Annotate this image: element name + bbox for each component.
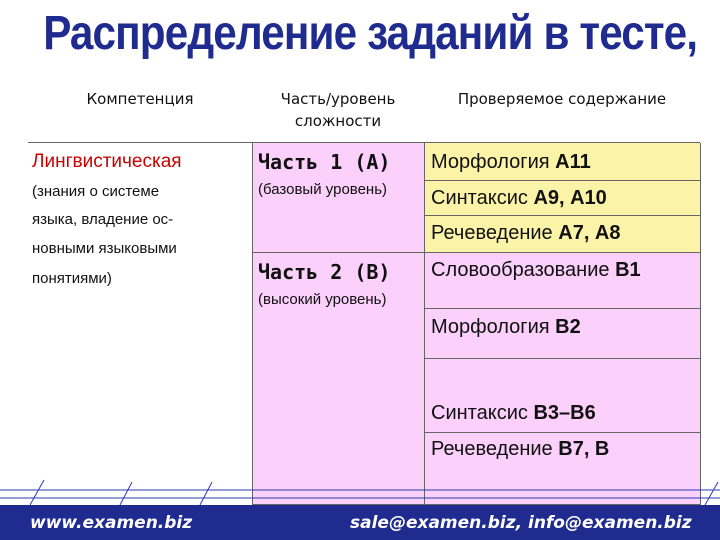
- task-code: В1: [615, 259, 641, 281]
- content-row: [431, 187, 607, 210]
- row-line: [424, 308, 700, 309]
- topic-name: Речеведение: [431, 222, 553, 244]
- task-code: В7, В: [558, 438, 610, 460]
- header-part-level-line1: Часть/уровень: [280, 90, 396, 108]
- header-part-level-line2: сложности: [294, 112, 382, 130]
- content-row: [431, 438, 609, 461]
- content-row: [431, 402, 596, 425]
- part-column-left-border: [252, 143, 253, 505]
- part2-title: Часть 2 (В): [258, 260, 391, 284]
- topic-name: Морфология: [431, 151, 550, 173]
- content-column-left-border: [424, 143, 425, 505]
- competence-desc-line2: языка, владение ос-: [32, 211, 174, 228]
- row-line: [424, 358, 700, 359]
- footer-email-links[interactable]: sale@examen.biz, info@examen.biz: [350, 513, 692, 533]
- footer-site-link[interactable]: www.examen.biz: [30, 513, 193, 533]
- row-line: [424, 432, 700, 433]
- task-code: В2: [555, 316, 581, 338]
- header-competence: Компетенция: [86, 90, 194, 108]
- header-part-level: [252, 88, 424, 132]
- content-row: [431, 222, 621, 245]
- decorative-hatch-strip: [0, 478, 720, 505]
- task-code: А7, А8: [558, 222, 621, 244]
- task-code: А9, А10: [533, 187, 607, 209]
- competence-desc-line4: понятиями): [32, 270, 112, 287]
- topic-name: Словообразование: [431, 259, 610, 281]
- part2-level: (высокий уровень): [258, 291, 387, 308]
- part1-level: (базовый уровень): [258, 181, 388, 198]
- content-row: [431, 151, 591, 174]
- content-row: [431, 316, 581, 339]
- competence-name: Лингвистическая: [32, 151, 182, 172]
- header-content: Проверяемое содержание: [457, 90, 667, 108]
- topic-name: Синтаксис: [431, 187, 528, 209]
- competence-desc-line1: (знания о системе: [32, 183, 160, 200]
- content-row: [431, 259, 641, 282]
- topic-name: Синтаксис: [431, 402, 528, 424]
- page-title: Распределение заданий в тесте,: [43, 7, 698, 60]
- header-bottom-line: [28, 142, 700, 143]
- part1-title: Часть 1 (А): [258, 150, 391, 174]
- topic-name: Речеведение: [431, 438, 553, 460]
- row-line: [424, 180, 700, 181]
- task-code: В3–В6: [533, 402, 596, 424]
- table-right-border: [700, 143, 701, 505]
- row-line: [424, 215, 700, 216]
- part-separator-line: [252, 252, 700, 253]
- content-fill-part2: [424, 252, 700, 505]
- task-code: А11: [555, 151, 591, 173]
- competence-desc-line3: новными языковыми: [32, 240, 177, 257]
- topic-name: Морфология: [431, 316, 550, 338]
